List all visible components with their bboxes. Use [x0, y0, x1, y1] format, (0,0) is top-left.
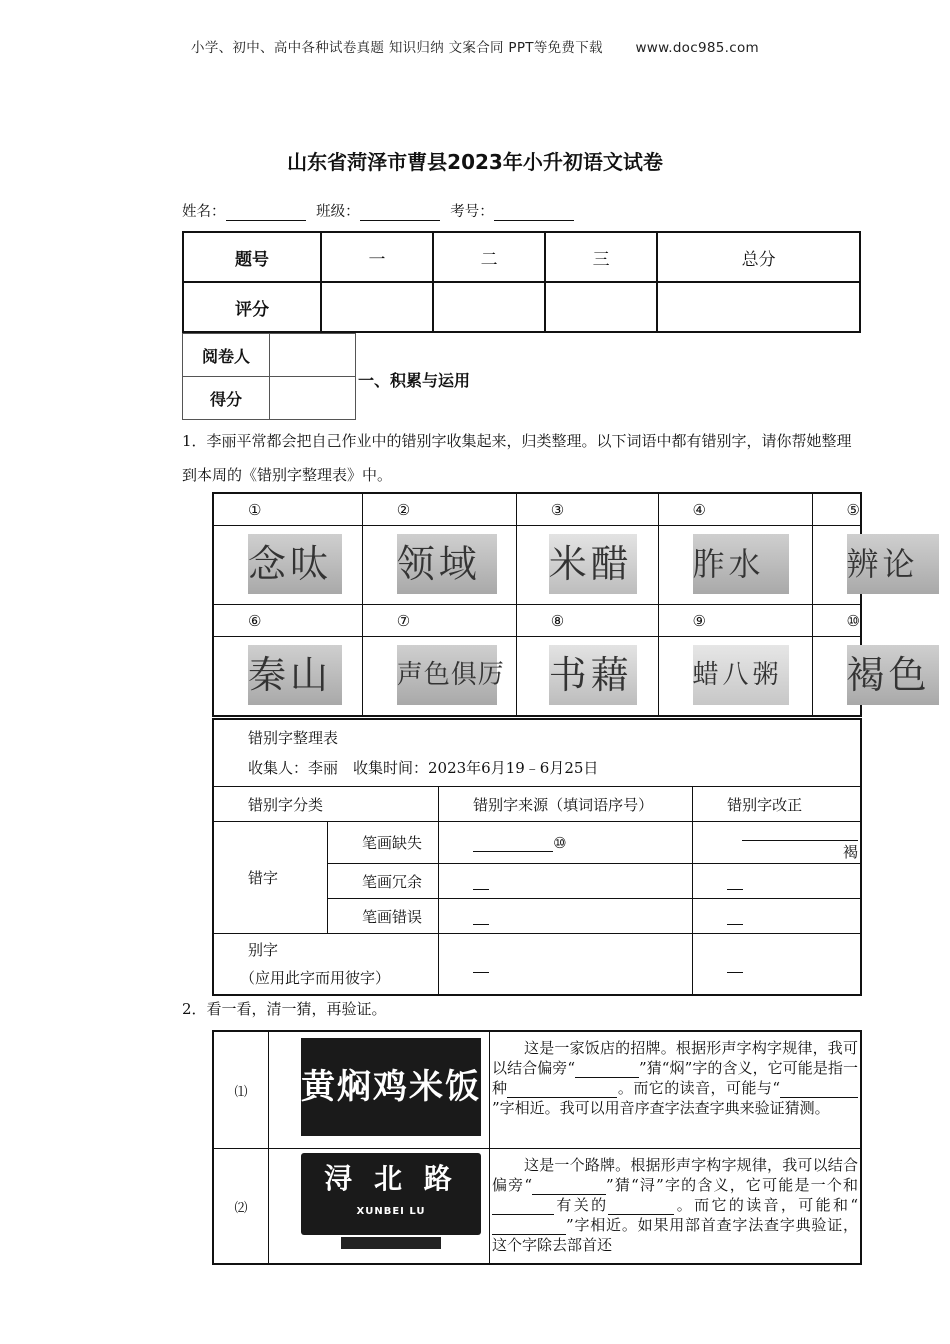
- page-title: 山东省菏泽市曹县2023年小升初语文试卷: [287, 150, 663, 174]
- section-heading: 一、积累与运用: [358, 371, 471, 390]
- sign-image-cell: [269, 1031, 490, 1149]
- handwriting-image: 米醋: [516, 526, 658, 605]
- item-number: ⑥: [213, 605, 362, 637]
- blank-field[interactable]: [608, 1199, 674, 1215]
- item-number: ②: [362, 493, 516, 526]
- sheet-collector: 收集人：李丽 收集时间：2023年6月19﹣6月25日: [248, 759, 599, 777]
- points-cell[interactable]: [270, 377, 356, 420]
- score-cell[interactable]: [433, 282, 545, 332]
- blank-field[interactable]: [532, 1179, 606, 1195]
- item-number: ⑤: [812, 493, 861, 526]
- sign-image-cell: [269, 1149, 490, 1265]
- points-label: 得分: [183, 377, 270, 420]
- handwriting-image: 蜡八粥: [658, 637, 812, 717]
- source-cell[interactable]: [439, 934, 693, 996]
- sheet-title-cell: [213, 719, 861, 787]
- header-text: 小学、初中、高中各种试卷真题 知识归纳 文案合同 PPT等免费下载: [191, 40, 603, 56]
- handwriting-image: 领域: [362, 526, 516, 605]
- question-1-text: 1．李丽平常都会把自己作业中的错别字收集起来，归类整理。以下词语中都有错别字，请你帮她整理到本周的《错别字整理表》中。: [182, 432, 852, 484]
- page-header: [0, 36, 950, 56]
- blank-field[interactable]: [492, 1199, 554, 1215]
- exam-label: 考号：: [450, 204, 494, 220]
- category-bieze: 别字 （应用此字而用彼字）: [213, 934, 439, 996]
- score-header-cell: 题号: [183, 232, 321, 282]
- item-number: ③: [516, 493, 658, 526]
- score-header-cell: 三: [545, 232, 657, 282]
- handwriting-image: 声色俱厉: [362, 637, 516, 717]
- item-number: ⑨: [658, 605, 812, 637]
- restaurant-sign-image: 黄焖鸡米饭: [301, 1038, 481, 1136]
- blank-field[interactable]: [780, 1082, 858, 1098]
- source-cell[interactable]: ⑩: [439, 822, 693, 864]
- fix-cell[interactable]: [693, 934, 861, 996]
- score-row-label: 评分: [183, 282, 321, 332]
- item-number: ①: [213, 493, 362, 526]
- item-number: ⑩: [812, 605, 861, 637]
- score-table: [182, 231, 861, 333]
- source-cell[interactable]: [439, 899, 693, 934]
- blank-field[interactable]: [492, 1219, 566, 1235]
- item-index: ⑵: [213, 1149, 269, 1265]
- item-number: ④: [658, 493, 812, 526]
- road-sign-image: 浔 北 路 XUNBEI LU: [301, 1153, 481, 1235]
- handwriting-image: 书藉: [516, 637, 658, 717]
- handwriting-image: 辨论: [812, 526, 861, 605]
- col-header: 错别字分类: [213, 787, 439, 822]
- student-info: [182, 200, 580, 221]
- item-number: ⑦: [362, 605, 516, 637]
- score-header-cell: 一: [321, 232, 433, 282]
- fix-cell[interactable]: [693, 864, 861, 899]
- item-text: 这是一家饭店的招牌。根据形声字构字规律，我可以结合偏旁“ ”猜“焖”字的含义，它可能是指一种 。而它的读音，可能与“”字相近。我可以用音序查字法查字典来验证猜测。: [490, 1031, 862, 1149]
- name-field[interactable]: [226, 206, 306, 221]
- score-cell[interactable]: [545, 282, 657, 332]
- fix-cell[interactable]: 褐: [693, 822, 861, 864]
- question-2-text: 2．看一看，清一猜，再验证。: [182, 1000, 387, 1018]
- error-sheet-table: [212, 718, 862, 996]
- subcategory: 笔画冗余: [328, 864, 439, 899]
- fix-cell[interactable]: [693, 899, 861, 934]
- handwriting-image: 念呔: [213, 526, 362, 605]
- score-cell[interactable]: [657, 282, 860, 332]
- col-header: 错别字改正: [693, 787, 861, 822]
- name-label: 姓名：: [182, 204, 226, 220]
- reviewer-box: [182, 333, 356, 420]
- col-header: 错别字来源（填词语序号）: [439, 787, 693, 822]
- category-cuozi: 错字: [213, 822, 328, 934]
- subcategory: 笔画错误: [328, 899, 439, 934]
- reviewer-label: 阅卷人: [183, 334, 270, 377]
- source-cell[interactable]: [439, 864, 693, 899]
- item-text: 这是一个路牌。根据形声字构字规律，我可以结合偏旁“ ”猜“浔”字的含义，它可能是一个和有关的 。而它的读音，可能和“”字相近。如果用部首查字法查字典验证，这个字除去部首还: [490, 1149, 862, 1265]
- class-label: 班级：: [316, 204, 360, 220]
- handwriting-table: [212, 492, 931, 717]
- handwriting-image: 胙水: [658, 526, 812, 605]
- subcategory: 笔画缺失: [328, 822, 439, 864]
- handwriting-image: 褐色: [812, 637, 861, 717]
- sheet-title: 错别字整理表: [248, 729, 339, 747]
- score-header-cell: 二: [433, 232, 545, 282]
- blank-field[interactable]: [575, 1062, 639, 1078]
- item-index: ⑴: [213, 1031, 269, 1149]
- blank-field[interactable]: [507, 1082, 617, 1098]
- class-field[interactable]: [360, 206, 440, 221]
- reviewer-cell[interactable]: [270, 334, 356, 377]
- exam-number-field[interactable]: [494, 206, 574, 221]
- score-header-cell: 总分: [657, 232, 860, 282]
- score-cell[interactable]: [321, 282, 433, 332]
- header-url[interactable]: www.doc985.com: [635, 40, 759, 56]
- sign-table: [212, 1030, 862, 1265]
- handwriting-image: 秦山: [213, 637, 362, 717]
- item-number: ⑧: [516, 605, 658, 637]
